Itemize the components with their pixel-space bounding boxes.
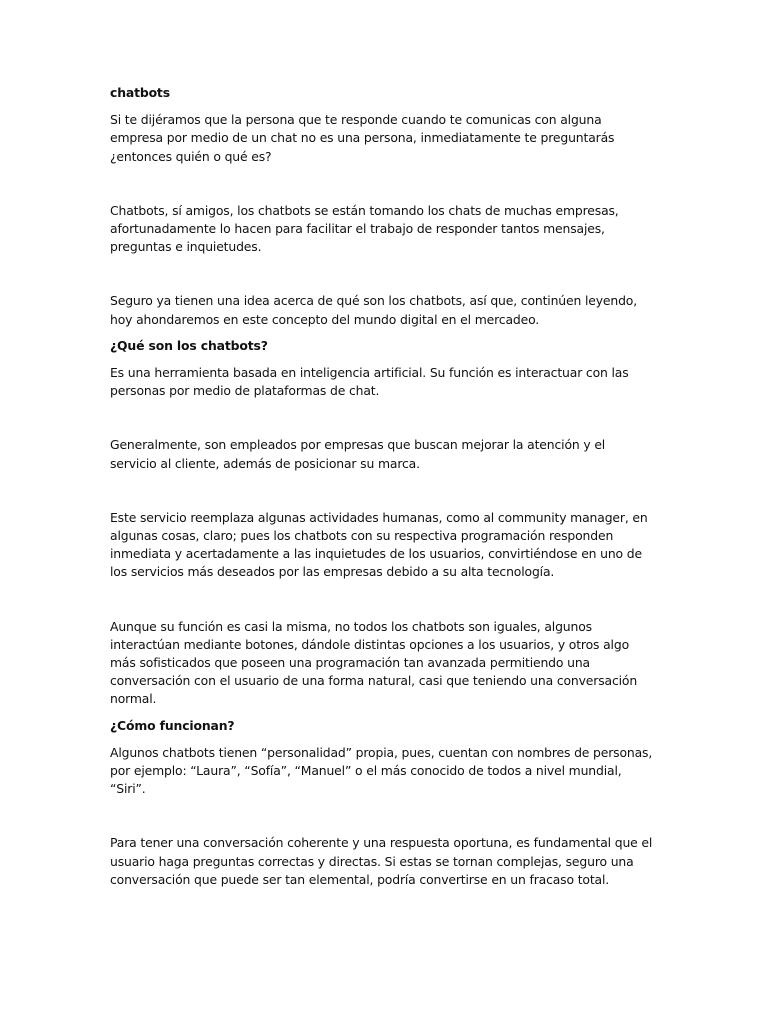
- paragraph-chatbot-types: Aunque su función es casi la misma, no todos los chatbots son iguales, algunos interactúan mediante botones, dándole distintas opciones a los usuarios, y otros algo más sofisticados que poseen una programación tan avanzada permitiendo una conversación con el usuario de una forma natural, casi que teniendo una conversación normal.: [110, 618, 638, 707]
- document-title: chatbots: [110, 85, 170, 100]
- paragraph-chatbots-definition: Chatbots, sí amigos, los chatbots se están tomando los chats de muchas empresas, afortunadamente lo hacen para facilitar el trabajo de responder tantos mensajes, preguntas e inquietudes.: [110, 202, 619, 255]
- paragraph-business-use: Generalmente, son empleados por empresas que buscan mejorar la atención y el servicio al cliente, además de posicionar su marca.: [110, 437, 606, 471]
- document-body: [110, 84, 655, 897]
- section-heading-how-they-work: ¿Cómo funcionan?: [110, 717, 235, 733]
- paragraph-conversation: Para tener una conversación coherente y una respuesta oportuna, es fundamental que el usuario haga preguntas correctas y directas. Si estas se tornan complejas, seguro una conversación que puede ser tan elemental, podría convertirse en un fracaso total.: [110, 835, 653, 887]
- paragraph-context: Seguro ya tienen una idea acerca de qué son los chatbots, así que, continúen leyendo, hoy ahondaremos en este concepto del mundo digital en el mercadeo.: [110, 293, 638, 327]
- paragraph-intro: Si te dijéramos que la persona que te responde cuando te comunicas con alguna empresa por medio de un chat no es una persona, inmediatamente te preguntarás ¿entonces quién o qué es?: [110, 112, 615, 164]
- paragraph-tool-description: Es una herramienta basada en inteligencia artificial. Su función es interactuar con las personas por medio de plataformas de chat.: [110, 365, 629, 399]
- paragraph-service-replacement: Este servicio reemplaza algunas actividades humanas, como al community manager, en algunas cosas, claro; pues los chatbots con su respectiva programación responden inmediata y acertadamente a las inquietudes de los usuarios, convirtiéndose en uno de los servicios más deseados por las empresas debido a su alta tecnología.: [110, 509, 648, 580]
- section-heading-what-are-chatbots: ¿Qué son los chatbots?: [110, 337, 268, 353]
- paragraph-personality: Algunos chatbots tienen “personalidad” propia, pues, cuentan con nombres de personas, por ejemplo: “Laura”, “Sofía”, “Manuel” o el más conocido de todos a nivel mundial, “Siri”.: [110, 744, 653, 797]
